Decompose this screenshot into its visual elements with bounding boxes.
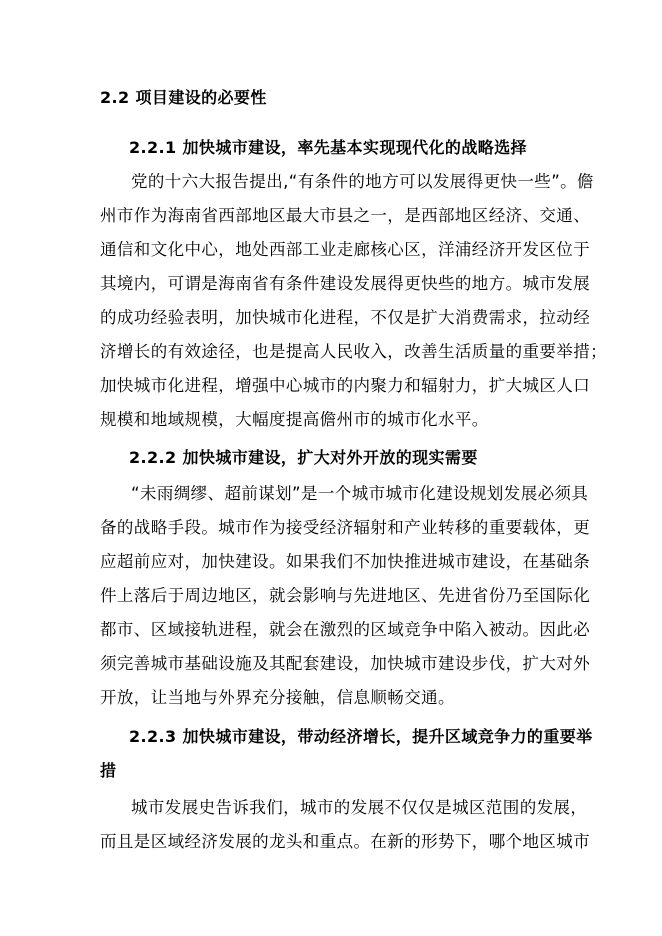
paragraph-line: 加快城市化进程，增强中心城市的内聚力和辐射力，扩大城区人口 [100,376,591,395]
subsection-heading-2: 2.2.2 加快城市建设，扩大对外开放的现实需要 [129,448,478,467]
paragraph-line: 城市发展史告诉我们，城市的发展不仅仅是城区范围的发展， [131,798,588,817]
paragraph-line: 备的战略手段。城市作为接受经济辐射和产业转移的重要载体，更 [100,518,591,537]
paragraph-line: 应超前应对，加快建设。如果我们不加快推进城市建设，在基础条 [100,552,591,571]
paragraph-line: 州市作为海南省西部地区最大市县之一，是西部地区经济、交通、 [100,206,591,225]
subsection-heading-1: 2.2.1 加快城市建设，率先基本实现现代化的战略选择 [129,138,527,157]
section-heading: 2.2 项目建设的必要性 [100,88,267,107]
subsection-heading-3-continued: 措 [100,761,117,780]
paragraph-line: “未雨绸缪、超前谋划”是一个城市城市化建设规划发展必须具 [131,484,589,503]
paragraph-line: 规模和地域规模，大幅度提高儋州市的城市化水平。 [100,410,489,429]
subsection-heading-3: 2.2.3 加快城市建设，带动经济增长，提升区域竞争力的重要举 [129,727,593,746]
paragraph-line: 开放，让当地与外界充分接触，信息顺畅交通。 [100,688,455,707]
paragraph-line: 其境内，可谓是海南省有条件建设发展得更快些的地方。城市发展 [100,274,591,293]
paragraph-line: 须完善城市基础设施及其配套建设，加快城市建设步伐，扩大对外 [100,654,591,673]
paragraph-line: 党的十六大报告提出,“有条件的地方可以发展得更快一些”。儋 [131,172,594,191]
paragraph-line: 的成功经验表明，加快城市化进程，不仅是扩大消费需求，拉动经 [100,308,591,327]
paragraph-line: 而且是区域经济发展的龙头和重点。在新的形势下，哪个地区城市 [100,832,591,851]
paragraph-line: 通信和文化中心，地处西部工业走廊核心区，洋浦经济开发区位于 [100,240,591,259]
paragraph-line: 都市、区域接轨进程，就会在激烈的区域竞争中陷入被动。因此必 [100,620,591,639]
paragraph-line: 件上落后于周边地区，就会影响与先进地区、先进省份乃至国际化 [100,586,591,605]
paragraph-line: 济增长的有效途径，也是提高人民收入，改善生活质量的重要举措； [100,342,607,361]
